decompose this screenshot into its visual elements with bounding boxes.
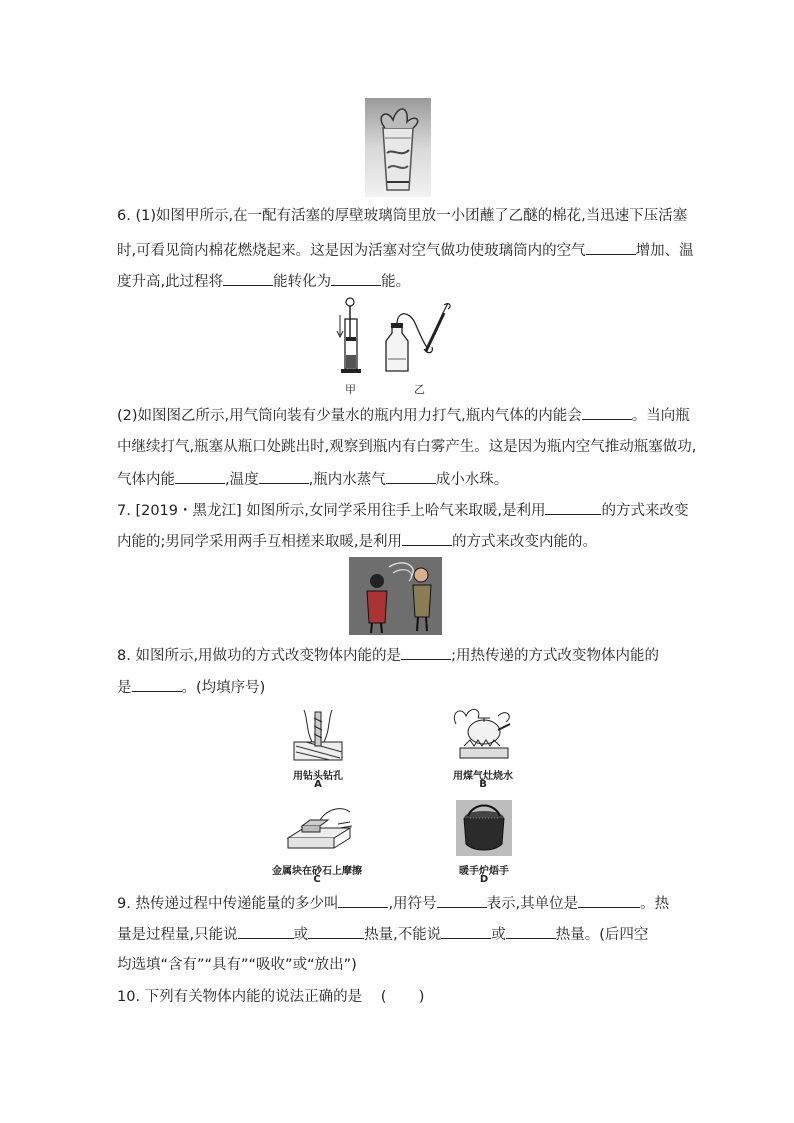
answer-blank[interactable] [402,531,452,546]
q8-text: ;用热传递的方式改变物体内能的 [451,648,659,664]
metal-block-friction-figure [284,800,356,856]
answer-blank[interactable] [506,924,556,939]
bottle-pump-diagram [380,297,460,377]
answer-blank[interactable] [386,469,436,484]
q7-text: 的方式来改变内能的。 [452,534,597,550]
figure-c-letter: C [313,874,321,885]
q6-line-3 [117,271,410,292]
answer-blank[interactable] [308,924,364,939]
q10-line-1 [117,987,424,1007]
answer-blank[interactable] [259,469,309,484]
answer-blank[interactable] [175,469,225,484]
q6-text: 时,可看见筒内棉花燃烧起来。这是因为活塞对空气做功使玻璃筒内的空气 [117,243,586,259]
q6-text: 能转化为 [273,274,332,290]
q6-text: 。当向瓶 [631,408,690,424]
q8-line-2 [117,677,265,698]
q9-line-3: 均选填“含有”“具有”“吸收”或“放出”) [117,957,357,973]
q8-text: 是 [117,680,132,696]
kettle-stove-figure [448,706,518,762]
answer-blank[interactable] [545,500,601,515]
figure-a-caption: 用钻头钻孔 [293,771,343,782]
students-warming-hands-image [349,557,442,635]
figure-d-caption: 暖手炉焐手 [459,866,509,877]
answer-blank[interactable] [338,893,388,908]
q6-text: 增加、温 [635,243,694,259]
figure-b-caption: 用煤气灶烧水 [453,771,513,782]
q9-text: 。热 [640,896,670,912]
q6-text: 成小水珠。 [435,472,509,488]
q9-text: ,用符号 [388,896,437,912]
q9-text: 量是过程量,只能说 [117,927,238,943]
q6-text: (2)如图图乙所示,用气筒向装有少量水的瓶内用力打气,瓶内气体的内能会 [117,408,582,424]
q6-text: 度升高,此过程将 [117,274,224,290]
q10-text: 10. 下列有关物体内能的说法正确的是 [117,989,363,1005]
q10-answer-bracket[interactable]: ( ) [380,989,425,1005]
q6-line-6 [117,469,508,490]
answer-blank[interactable] [223,271,273,286]
q9-line-2 [117,924,648,945]
q6-line-1: 6. (1)如图甲所示,在一配有活塞的厚壁玻璃筒里放一小团蘸了乙醚的棉花,当迅速下压活塞 [117,208,688,224]
answer-blank[interactable] [331,271,381,286]
q6-line-4 [117,405,690,426]
answer-blank[interactable] [578,893,640,908]
fire-syringe-diagram [335,297,375,377]
q9-text: 或 [491,927,506,943]
q8-line-1 [117,645,659,666]
answer-blank[interactable] [586,240,636,255]
figure-a-letter: A [314,779,322,790]
figure-d-letter: D [479,874,489,885]
figure-label-yi: 乙 [414,383,425,396]
figure-c-caption: 金属块在砂石上摩擦 [272,866,362,877]
q7-text: 7. [2019・黑龙江] 如图所示,女同学采用往手上哈气来取暖,是利用 [117,503,546,519]
answer-blank[interactable] [441,924,491,939]
q9-text: 9. 热传递过程中传递能量的多少叫 [117,896,339,912]
answer-blank[interactable] [132,677,182,692]
drilling-figure [290,706,346,762]
q9-text: 或 [293,927,309,943]
q7-line-1 [117,500,688,521]
q7-line-2 [117,531,597,552]
q9-text: 表示,其单位是 [486,896,579,912]
figure-b-letter: B [479,779,487,790]
q7-text: 内能的;男同学采用两手互相搓来取暖,是利用 [117,534,402,550]
figure-label-jia: 甲 [345,383,356,396]
q9-text: 热量,不能说 [364,927,442,943]
q6-line-2 [117,240,694,261]
q9-text: 热量。(后四空 [555,927,649,943]
hand-warmer-figure [456,800,512,856]
answer-blank[interactable] [401,645,451,660]
q8-text: 。(均填序号) [181,680,266,696]
answer-blank[interactable] [238,924,294,939]
answer-blank[interactable] [582,405,632,420]
glass-splash-image [365,98,431,197]
q7-text: 的方式来改变 [601,503,689,519]
q8-text: 8. 如图所示,用做功的方式改变物体内能的是 [117,648,402,664]
q6-text: ,瓶内水蒸气 [308,472,386,488]
q6-text: 气体内能 [117,472,175,488]
q6-text: ,温度 [225,472,259,488]
q6-line-5: 中继续打气,瓶塞从瓶口处跳出时,观察到瓶内有白雾产生。这是因为瓶内空气推动瓶塞做功, [117,439,697,455]
answer-blank[interactable] [437,893,487,908]
q9-line-1 [117,893,669,914]
q6-text: 能。 [381,274,411,290]
